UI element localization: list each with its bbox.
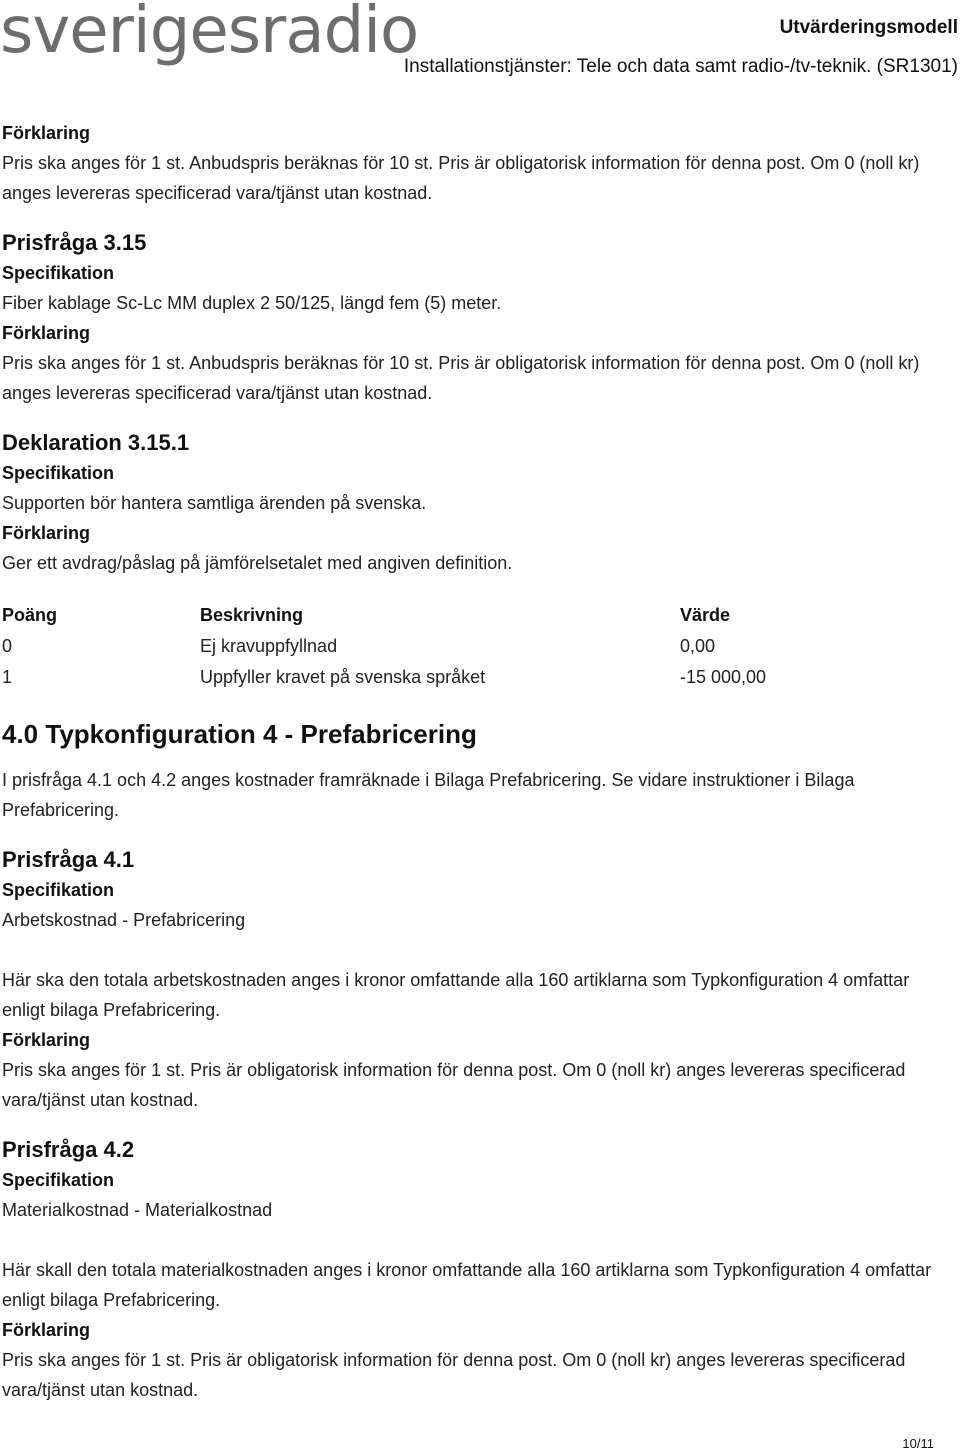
- table-row: [2, 631, 880, 662]
- specifikation-label: Specifikation: [2, 263, 115, 283]
- specifikation-detail: Här skall den totala materialkostnaden anges i kronor omfattande alla 160 artiklarna som Typkonfiguration 4 omfattar enligt bilaga Prefabricering.: [2, 1260, 932, 1310]
- section-4-heading: 4.0 Typkonfiguration 4 - Prefabricering: [2, 719, 477, 749]
- specifikation-text: Supporten bör hantera samtliga ärenden på svenska.: [2, 493, 427, 513]
- table-cell: 0,00: [680, 636, 716, 656]
- forklaring-label: Förklaring: [2, 1320, 91, 1340]
- forklaring-label: Förklaring: [2, 1030, 91, 1050]
- score-table: [2, 600, 880, 693]
- specifikation-label: Specifikation: [2, 880, 115, 900]
- table-cell: 1: [2, 667, 13, 687]
- forklaring-label: Förklaring: [2, 323, 91, 343]
- table-cell: -15 000,00: [680, 667, 767, 687]
- table-cell: Ej kravuppfyllnad: [200, 636, 338, 656]
- forklaring-text: Pris ska anges för 1 st. Anbudspris beräknas för 10 st. Pris är obligatorisk information för denna post. Om 0 (noll kr) anges levereras specificerad vara/tjänst utan kostnad.: [2, 353, 920, 403]
- table-header-row: [2, 600, 880, 631]
- prisfraga-4-2-heading: Prisfråga 4.2: [2, 1137, 135, 1162]
- sveriges-radio-logo: sverigesradio: [0, 0, 419, 68]
- section-4-intro: I prisfråga 4.1 och 4.2 anges kostnader framräknade i Bilaga Prefabricering. Se vidare instruktioner i Bilaga Prefabricering.: [2, 770, 855, 820]
- table-cell: 0: [2, 636, 13, 656]
- prisfraga-4-1-heading: Prisfråga 4.1: [2, 847, 135, 872]
- document-body: [2, 118, 957, 1405]
- prisfraga-3-15-heading: Prisfråga 3.15: [2, 230, 147, 255]
- forklaring-text: Pris ska anges för 1 st. Anbudspris beräknas för 10 st. Pris är obligatorisk information för denna post. Om 0 (noll kr) anges levereras specificerad vara/tjänst utan kostnad.: [2, 153, 920, 203]
- specifikation-text: Arbetskostnad - Prefabricering: [2, 910, 246, 930]
- specifikation-detail: Här ska den totala arbetskostnaden anges i kronor omfattande alla 160 artiklarna som Typkonfiguration 4 omfattar enligt bilaga Prefabricering.: [2, 970, 910, 1020]
- specifikation-label: Specifikation: [2, 1170, 115, 1190]
- forklaring-label: Förklaring: [2, 123, 91, 143]
- table-row: [2, 662, 880, 693]
- forklaring-label: Förklaring: [2, 523, 91, 543]
- page-number: 10/11: [902, 1436, 934, 1451]
- column-header-poang: Poäng: [2, 605, 58, 625]
- deklaration-3-15-1-heading: Deklaration 3.15.1: [2, 430, 190, 455]
- column-header-beskrivning: Beskrivning: [200, 605, 304, 625]
- specifikation-text: Materialkostnad - Materialkostnad: [2, 1200, 273, 1220]
- document-subtitle: Installationstjänster: Tele och data samt radio-/tv-teknik. (SR1301): [403, 56, 958, 77]
- specifikation-text: Fiber kablage Sc-Lc MM duplex 2 50/125, längd fem (5) meter.: [2, 293, 502, 313]
- forklaring-text: Ger ett avdrag/påslag på jämförelsetalet med angiven definition.: [2, 553, 513, 573]
- table-cell: Uppfyller kravet på svenska språket: [200, 667, 486, 687]
- document-title: Utvärderingsmodell: [779, 17, 958, 38]
- specifikation-label: Specifikation: [2, 463, 115, 483]
- forklaring-text: Pris ska anges för 1 st. Pris är obligatorisk information för denna post. Om 0 (noll kr) anges levereras specificerad vara/tjänst utan kostnad.: [2, 1350, 906, 1400]
- forklaring-text: Pris ska anges för 1 st. Pris är obligatorisk information för denna post. Om 0 (noll kr) anges levereras specificerad vara/tjänst utan kostnad.: [2, 1060, 906, 1110]
- column-header-varde: Värde: [680, 605, 731, 625]
